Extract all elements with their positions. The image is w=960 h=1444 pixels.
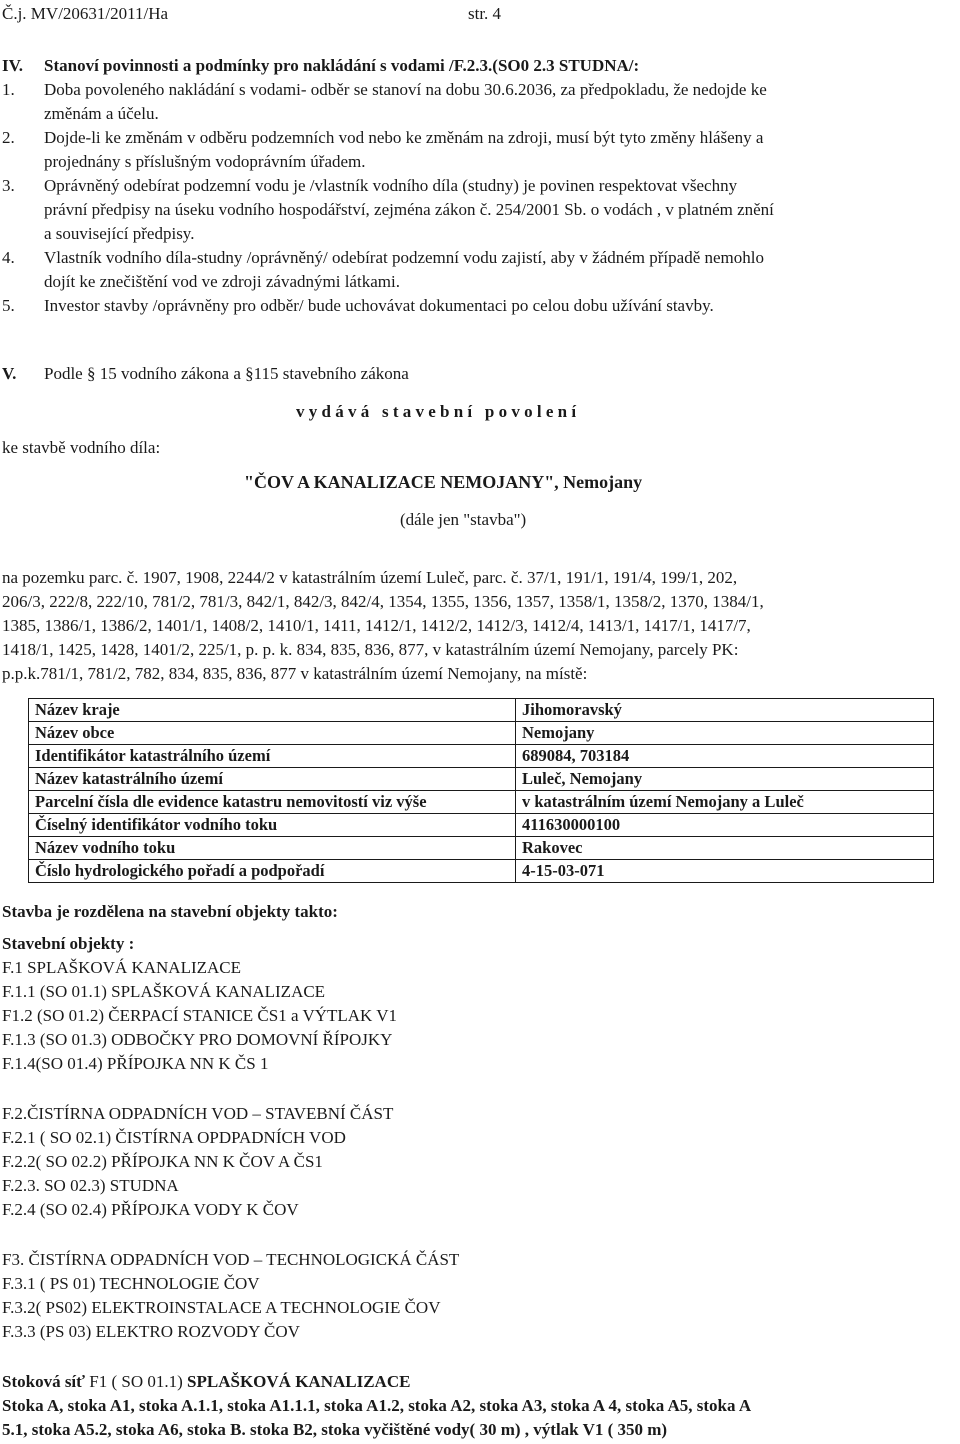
table-key: Název kraje — [29, 699, 516, 722]
reference-number: Č.j. MV/20631/2011/Ha — [2, 4, 169, 23]
table-key: Název vodního toku — [29, 837, 516, 860]
table-key: Číslo hydrologického pořadí a podpořadí — [29, 860, 516, 883]
item-line: dojít ke znečištění vod ve zdroji závadnými látkami. — [44, 272, 400, 291]
sewer-label: Stoková síť — [2, 1372, 86, 1391]
section-v-intro: Podle § 15 vodního zákona a §115 stavebního zákona — [44, 364, 409, 383]
table-value: 689084, 703184 — [516, 745, 934, 768]
table-value: Luleč, Nemojany — [516, 768, 934, 791]
object-item: F.2.1 ( SO 02.1) ČISTÍRNA OPDPADNÍCH VOD — [2, 1128, 346, 1147]
parcels-line: 206/3, 222/8, 222/10, 781/2, 781/3, 842/1, 842/3, 842/4, 1354, 1355, 1356, 1357, 1358/1, 1358/2, 1370, 1384/1, — [2, 592, 764, 611]
item-number: 5. — [2, 296, 15, 315]
object-item: F.1.1 (SO 01.1) SPLAŠKOVÁ KANALIZACE — [2, 982, 326, 1001]
table-row — [29, 768, 934, 791]
object-item: F.1 SPLAŠKOVÁ KANALIZACE — [2, 958, 242, 977]
item-line: Oprávněný odebírat podzemní vodu je /vlastník vodního díla (studny) je povinen respektovat všechny — [44, 176, 738, 195]
table-value: Nemojany — [516, 722, 934, 745]
object-item: F.2.4 (SO 02.4) PŘÍPOJKA VODY K ČOV — [2, 1200, 299, 1219]
table-row — [29, 745, 934, 768]
item-line: změnám a účelu. — [44, 104, 159, 123]
table-key: Název obce — [29, 722, 516, 745]
item-number: 4. — [2, 248, 15, 267]
object-item: F.2.2( SO 02.2) PŘÍPOJKA NN K ČOV A ČS1 — [2, 1152, 323, 1171]
object-item: F.1.4(SO 01.4) PŘÍPOJKA NN K ČS 1 — [2, 1054, 269, 1073]
table-row — [29, 837, 934, 860]
item-line: a související předpisy. — [44, 224, 195, 243]
table-key: Název katastrálního území — [29, 768, 516, 791]
table-key: Parcelní čísla dle evidence katastru nemovitostí viz výše — [29, 791, 516, 814]
structure-label: ke stavbě vodního díla: — [2, 438, 161, 457]
item-line: Dojde-li ke změnám v odběru podzemních vod nebo ke změnám na zdroji, musí být tyto změny hlášeny a — [44, 128, 764, 147]
section-v-number: V. — [2, 364, 17, 383]
item-line: Investor stavby /oprávněny pro odběr/ bude uchovávat dokumentaci po celou dobu užívání stavby. — [44, 296, 714, 315]
sewer-line: Stoka A, stoka A1, stoka A.1.1, stoka A1.1.1, stoka A1.2, stoka A2, stoka A3, stoka A 4, stoka A5, stoka A — [2, 1396, 752, 1415]
table-row — [29, 722, 934, 745]
table-row — [29, 860, 934, 883]
objects-subheading: Stavební objekty : — [2, 934, 135, 953]
parcels-line: 1385, 1386/1, 1386/2, 1401/1, 1408/2, 1410/1, 1411, 1412/1, 1412/2, 1412/3, 1412/4, 1413/1, 1417/1, 1417/7, — [2, 616, 751, 635]
sewer-code: F1 ( SO 01.1) — [89, 1372, 183, 1391]
project-name: "ČOV A KANALIZACE NEMOJANY", Nemojany — [244, 472, 643, 492]
object-item: F.2.3. SO 02.3) STUDNA — [2, 1176, 179, 1195]
object-item: F.3.2( PS02) ELEKTROINSTALACE A TECHNOLOGIE ČOV — [2, 1298, 441, 1317]
object-item: F1.2 (SO 01.2) ČERPACÍ STANICE ČS1 a VÝTLAK V1 — [2, 1006, 398, 1025]
table-value: v katastrálním území Nemojany a Luleč — [516, 791, 934, 814]
item-line: právní předpisy na úseku vodního hospodářství, zejména zákon č. 254/2001 Sb. o vodách , v platném znění — [44, 200, 774, 219]
sewer-title: SPLAŠKOVÁ KANALIZACE — [187, 1372, 411, 1391]
table-key: Identifikátor katastrálního území — [29, 745, 516, 768]
object-item: F.2.ČISTÍRNA ODPADNÍCH VOD – STAVEBNÍ ČÁST — [2, 1104, 394, 1123]
section-iv-number: IV. — [2, 56, 23, 75]
item-number: 3. — [2, 176, 15, 195]
table-row — [29, 791, 934, 814]
page-number: str. 4 — [468, 4, 502, 23]
item-line: Vlastník vodního díla-studny /oprávněný/ odebírat podzemní vodu zajistí, aby v žádném případě nemohlo — [44, 248, 764, 267]
table-value: Rakovec — [516, 837, 934, 860]
object-item: F.3.1 ( PS 01) TECHNOLOGIE ČOV — [2, 1274, 260, 1293]
section-iv-title: Stanoví povinnosti a podmínky pro nakládání s vodami /F.2.3.(SO0 2.3 STUDNA/: — [44, 56, 640, 75]
table-value: 411630000100 — [516, 814, 934, 837]
table-value: 4-15-03-071 — [516, 860, 934, 883]
item-number: 1. — [2, 80, 15, 99]
table-row — [29, 699, 934, 722]
parcels-line: na pozemku parc. č. 1907, 1908, 2244/2 v katastrálním území Luleč, parc. č. 37/1, 191/1, 191/4, 199/1, 202, — [2, 568, 738, 587]
parcels-line: 1418/1, 1425, 1428, 1401/2, 225/1, p. p. k. 834, 835, 836, 877, v katastrálním území Nemojany, parcely PK: — [2, 640, 739, 659]
verdict-heading: v y d á v á s t a v e b n í p o v o l e n í — [296, 402, 577, 421]
table-key: Číselný identifikátor vodního toku — [29, 814, 516, 837]
location-table — [28, 698, 934, 883]
parcels-line: p.p.k.781/1, 781/2, 782, 834, 835, 836, 877 v katastrálním území Nemojany, na místě: — [2, 664, 588, 683]
objects-heading: Stavba je rozdělena na stavební objekty takto: — [2, 902, 338, 921]
sewer-line: 5.1, stoka A5.2, stoka A6, stoka B. stoka B2, stoka vyčištěné vody( 30 m) , výtlak V1 ( 350 m) — [2, 1420, 668, 1439]
item-line: projednány s příslušným vodoprávním úřadem. — [44, 152, 366, 171]
table-row — [29, 814, 934, 837]
object-item: F3. ČISTÍRNA ODPADNÍCH VOD – TECHNOLOGICKÁ ČÁST — [2, 1250, 460, 1269]
project-alias: (dále jen "stavba") — [400, 510, 527, 529]
object-item: F.3.3 (PS 03) ELEKTRO ROZVODY ČOV — [2, 1322, 300, 1341]
table-value: Jihomoravský — [516, 699, 934, 722]
sewer-heading — [2, 1370, 410, 1394]
item-line: Doba povoleného nakládání s vodami- odběr se stanoví na dobu 30.6.2036, za předpokladu, že nedojde ke — [44, 80, 767, 99]
item-number: 2. — [2, 128, 15, 147]
object-item: F.1.3 (SO 01.3) ODBOČKY PRO DOMOVNÍ ŘÍPOJKY — [2, 1030, 393, 1049]
